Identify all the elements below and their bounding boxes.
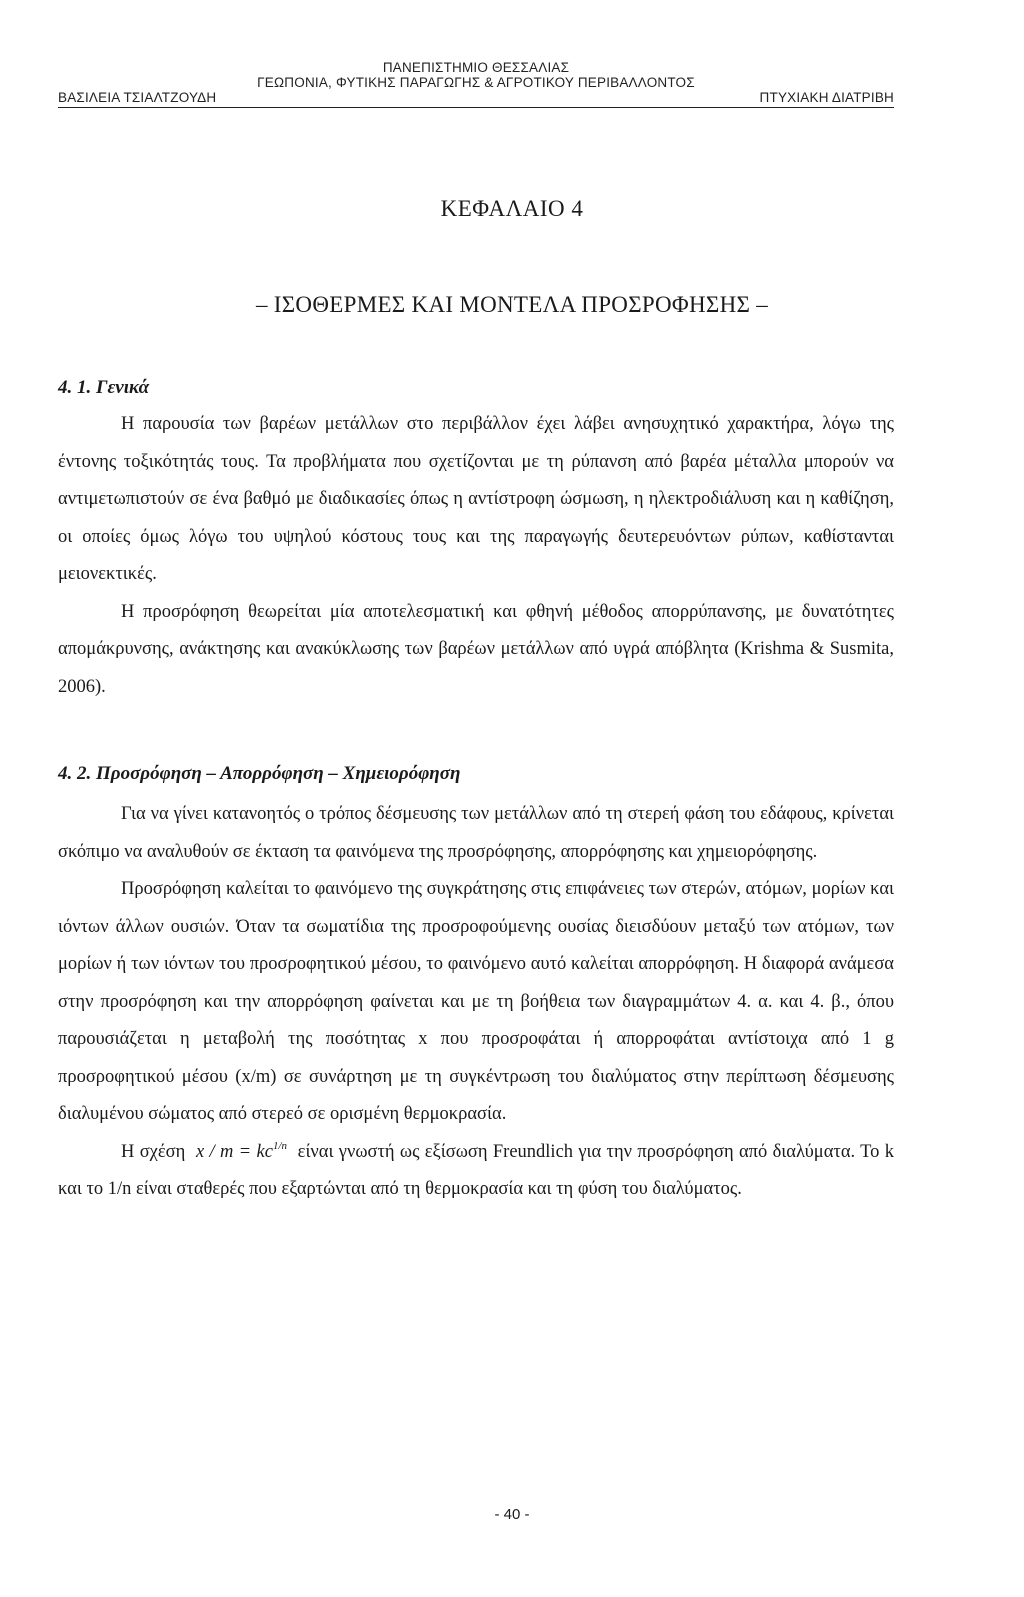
page-header: [58, 60, 894, 108]
formula-base: x / m = kc: [195, 1141, 273, 1162]
header-author-row: [58, 90, 894, 105]
header-divider: [58, 107, 894, 108]
header-department: ΓΕΩΠΟΝΙΑ, ΦΥΤΙΚΗΣ ΠΑΡΑΓΩΓΗΣ & ΑΓΡΟΤΙΚΟΥ ΠΕΡΙΒΑΛΛΟΝΤΟΣ: [257, 75, 695, 90]
paragraph: Η προσρόφηση θεωρείται μία αποτελεσματική και φθηνή μέθοδος απορρύπανσης, με δυνατότητες απομάκρυνσης, ανάκτησης και ανακύκλωσης των βαρέων μετάλλων από υγρά απόβλητα (Krishma & Susmita, 2006).: [58, 601, 894, 697]
paragraph: Η παρουσία των βαρέων μετάλλων στο περιβάλλον έχει λάβει ανησυχητικό χαρακτήρα, λόγω της έντονης τοξικότητάς τους. Τα προβλήματα που σχετίζονται με τη ρύπανση από βαρέα μέταλλα μπορούν να αντιμετωπιστούν σε ένα βαθμό με διαδικασίες όπως η αντίστροφη ώσμωση, η ηλεκτροδιάλυση και η καθίζηση, οι οποίες όμως λόγω του υψηλού κόστους τους και της παραγωγής δευτερευόντων ρύπων, καθίστανται μειονεκτικές.: [58, 414, 894, 584]
freundlich-paragraph: [58, 1134, 894, 1209]
chapter-title: ΚΕΦΑΛΑΙΟ 4: [440, 196, 584, 221]
page-number: - 40 -: [494, 1506, 530, 1523]
header-thesis-type: ΠΤΥΧΙΑΚΗ ΔΙΑΤΡΙΒΗ: [759, 90, 894, 105]
paragraph: Προσρόφηση καλείται το φαινόμενο της συγκράτησης στις επιφάνειες των στερών, ατόμων, μορίων και ιόντων άλλων ουσιών. Όταν τα σωματίδια της προσροφούμενης ουσίας διεισδύουν μεταξύ των ατόμων, των μορίων ή των ιόντων του προσροφητικού μέσου, το φαινόμενο αυτό καλείται απορρόφηση. Η διαφορά ανάμεσα στην προσρόφηση και την απορρόφηση φαίνεται και με τη βοήθεια των διαγραμμάτων 4. α. και 4. β., όπου παρουσιάζεται η μεταβολή της ποσότητας x που προσροφάται ή απορροφάται αντίστοιχα από 1 g προσροφητικού μέσου (x/m) σε συνάρτηση με τη συγκέντρωση του διαλύματος στην περίπτωση δέσμευσης διαλυμένου σώματος από στερεό σε ορισμένη θερμοκρασία.: [58, 879, 894, 1124]
freundlich-rest: είναι γνωστή ως εξίσωση Freundlich για την προσρόφηση από διαλύματα. Το k και το 1/n είναι σταθερές που εξαρτώνται από τη θερμοκρασία και τη φύση του διαλύματος.: [58, 1141, 894, 1199]
header-university: ΠΑΝΕΠΙΣΤΗΜΙΟ ΘΕΣΣΑΛΙΑΣ: [382, 60, 570, 75]
section-general: [58, 376, 894, 706]
header-author: ΒΑΣΙΛΕΙΑ ΤΣΙΑΛΤΖΟΥΔΗ: [58, 90, 217, 105]
chapter-subtitle: – ΙΣΟΘΕΡΜΕΣ ΚΑΙ ΜΟΝΤΕΛΑ ΠΡΟΣΡΟΦΗΣΗΣ –: [255, 292, 769, 317]
page-body: [58, 376, 894, 1209]
paragraph: Για να γίνει κατανοητός ο τρόπος δέσμευσης των μετάλλων από τη στερεή φάση του εδάφους, κρίνεται σκόπιμο να αναλυθούν σε έκταση τα φαινόμενα της προσρόφησης, απορρόφησης και χημειορόφησης.: [58, 804, 894, 862]
section-heading-general: 4. 1. Γενικά: [58, 377, 150, 398]
freundlich-intro: Η σχέση: [121, 1141, 186, 1162]
section-adsorption: [58, 762, 894, 1209]
formula-exponent: 1/n: [272, 1139, 287, 1152]
freundlich-equation: [195, 1139, 287, 1162]
section-heading-adsorption: 4. 2. Προσρόφηση – Απορρόφηση – Χημειορόφηση: [58, 763, 461, 784]
